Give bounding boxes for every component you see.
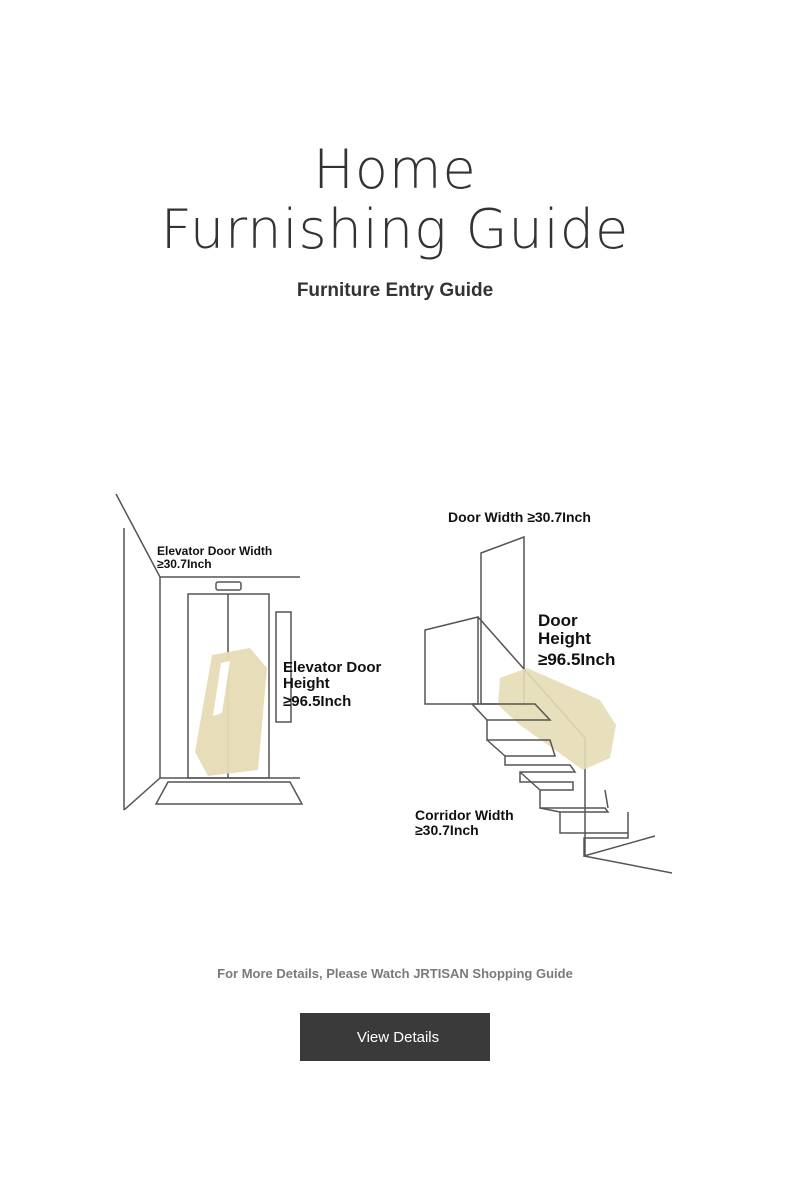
page-title-line-2: Furnishing Guide bbox=[160, 198, 630, 261]
entry-diagrams bbox=[0, 470, 790, 890]
page-title-line-1: Home bbox=[313, 138, 477, 201]
elevator-door-width-label bbox=[157, 545, 272, 570]
corridor-width-line-2: ≥30.7Inch bbox=[415, 821, 479, 838]
view-details-button[interactable]: View Details bbox=[300, 1013, 490, 1061]
page-subtitle: Furniture Entry Guide bbox=[296, 280, 494, 301]
elevator-door-width-line-1: Elevator Door Width bbox=[157, 544, 273, 558]
stairs-door-height-line-1: Door bbox=[538, 611, 578, 630]
elevator-furniture-shape bbox=[195, 648, 267, 776]
elevator-door-height-line-3: ≥96.5Inch bbox=[283, 692, 352, 710]
elevator-door-height-line-2: Height bbox=[283, 674, 330, 692]
elevator-door-height-label bbox=[283, 660, 381, 709]
corridor-width-label bbox=[415, 808, 514, 837]
elevator-door-height-line-1: Elevator Door bbox=[283, 659, 382, 676]
stairs-furniture-shape bbox=[498, 668, 616, 770]
stairs-door-height-line-2: Height bbox=[538, 628, 591, 648]
stairs-door-height-label bbox=[538, 612, 615, 669]
elevator-door-width-line-2: ≥30.7Inch bbox=[157, 556, 212, 571]
corridor-width-line-1: Corridor Width bbox=[415, 807, 514, 823]
stairs-door-height-line-3: ≥96.5Inch bbox=[538, 649, 616, 669]
stairs-door-width-label: Door Width ≥30.7Inch bbox=[448, 509, 591, 525]
shopping-guide-note: For More Details, Please Watch JRTISAN Shopping Guide bbox=[217, 966, 573, 981]
